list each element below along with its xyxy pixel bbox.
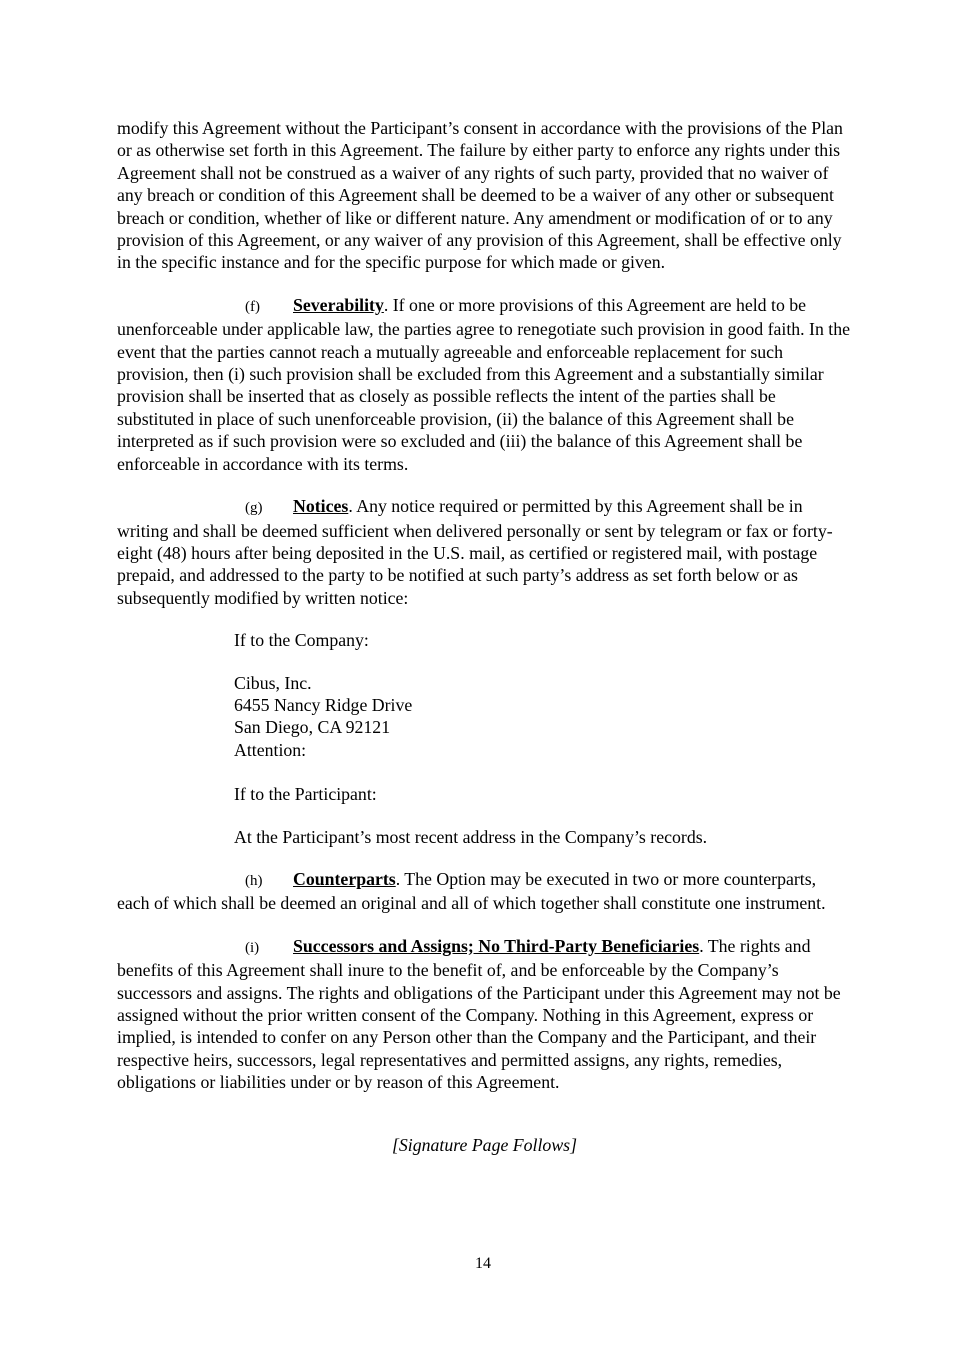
- section-body: . The Option may be executed in two or more counterparts, each of which shall be deemed an original and all of which together shall constitute one instrument.: [117, 868, 826, 914]
- section-successors-assigns: [117, 935, 852, 1094]
- participant-intro: If to the Participant:: [234, 784, 377, 805]
- company-name: Cibus, Inc.: [234, 672, 312, 693]
- intro-paragraph: modify this Agreement without the Participant’s consent in accordance with the provisions of the Plan or as otherwise set forth in this Agreement. The failure by either party to enforce any rights under this Agreement shall not be construed as a waiver of any rights of such party, provided that no waiver of any breach or condition of this Agreement shall be deemed to be a waiver of any other or subsequent breach or condition, whether of like or different nature. Any amendment or modification of or to any provision of this Agreement, or any waiver of any provision of this Agreement, shall be effective only in the specific instance and for the specific purpose for which made or given.: [117, 118, 843, 273]
- section-label: (g): [245, 500, 263, 517]
- section-heading: Counterparts: [293, 868, 396, 889]
- section-label: (h): [245, 872, 263, 889]
- company-intro: If to the Company:: [234, 630, 369, 651]
- section-label: (f): [245, 298, 260, 315]
- company-street: 6455 Nancy Ridge Drive: [234, 694, 413, 715]
- company-address: [234, 672, 852, 762]
- section-body: . The rights and benefits of this Agreement shall inure to the benefit of, and be enforceable by the Company’s successors and assigns. The rights and obligations of the Participant under this Agreement may not be assigned without the prior written consent of the Company. Nothing in this Agreement, express or implied, is intended to confer on any Person other than the Company and the Participant, and their respective heirs, successors, legal representatives and permitted assigns, any rights, remedies, obligations or liabilities under or by reason of this Agreement.: [117, 935, 841, 1093]
- section-counterparts: [117, 868, 852, 915]
- section-heading: Severability: [293, 294, 384, 315]
- page-number: 14: [475, 1255, 491, 1272]
- signature-page-follows: [Signature Page Follows]: [391, 1134, 578, 1155]
- section-body: . Any notice required or permitted by this Agreement shall be in writing and shall be deemed sufficient when delivered personally or sent by telegram or fax or forty-eight (48) hours after being deposited in the U.S. mail, as certified or registered mail, with postage prepaid, and addressed to the party to be notified at such party’s address as set forth below or as subsequently modified by written notice:: [117, 496, 833, 608]
- section-heading: Notices: [293, 496, 349, 517]
- section-label: (i): [245, 939, 260, 956]
- participant-address: At the Participant’s most recent address in the Company’s records.: [234, 826, 708, 847]
- company-city: San Diego, CA 92121: [234, 717, 391, 738]
- section-notices: [117, 495, 852, 609]
- company-attention: Attention:: [234, 739, 307, 760]
- section-body: . If one or more provisions of this Agreement are held to be unenforceable under applicable law, the parties agree to renegotiate such provision in good faith. In the event that the parties cannot reach a mutually agreeable and enforceable replacement for such provision, then (i) such provision shall be excluded from this Agreement and a substantially similar provision shall be inserted that as closely as possible reflects the intent of the parties shall be substituted in place of such unenforceable provision, (ii) the balance of this Agreement shall be interpreted as if such provision were so excluded and (iii) the balance of this Agreement shall be enforceable in accordance with its terms.: [117, 294, 851, 474]
- notice-addresses: [234, 629, 852, 848]
- document-page: [117, 117, 852, 1156]
- section-severability: [117, 294, 852, 475]
- section-heading: Successors and Assigns; No Third-Party Beneficiaries: [293, 935, 700, 956]
